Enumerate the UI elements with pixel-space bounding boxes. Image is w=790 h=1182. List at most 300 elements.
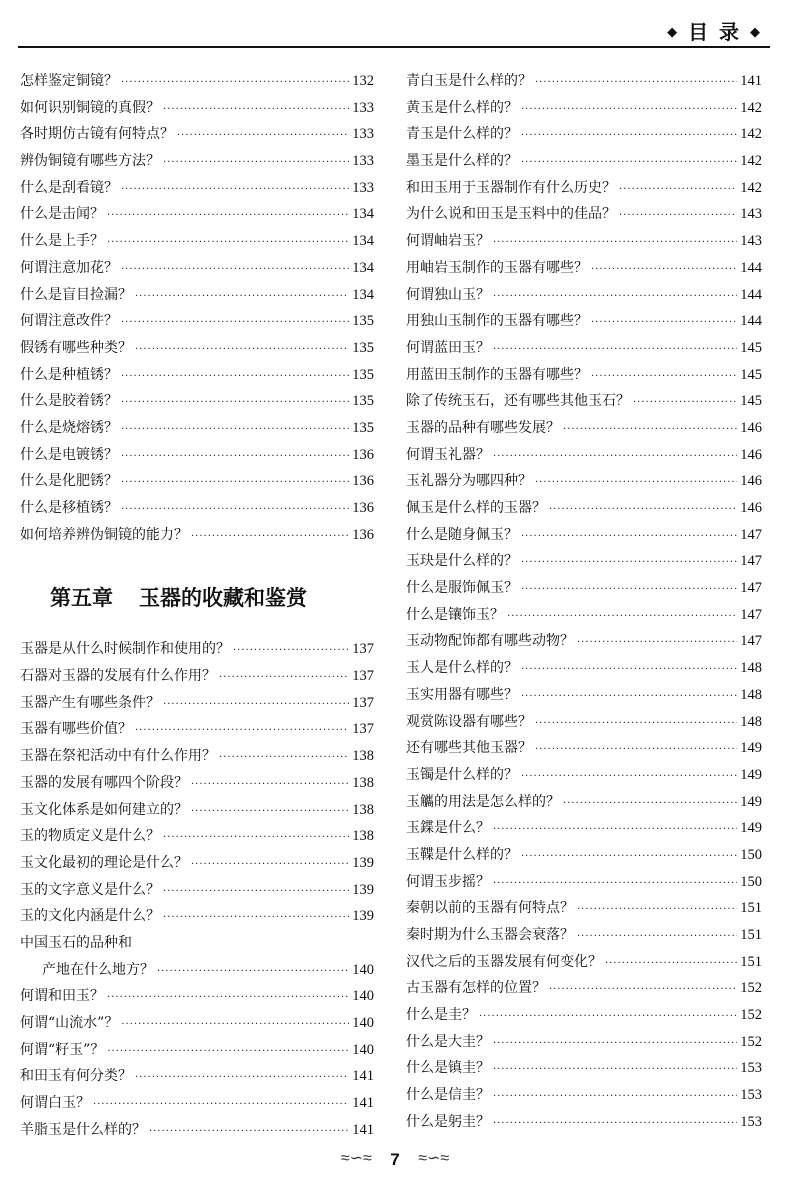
toc-entry-title: 什么是圭？ xyxy=(406,1007,476,1024)
dot-leader xyxy=(121,451,349,462)
toc-entry-page: 139 xyxy=(352,854,374,871)
toc-entry-page: 133 xyxy=(352,99,374,116)
toc-entry-title: 何谓蓝田玉？ xyxy=(406,339,490,356)
toc-entry xyxy=(20,444,374,471)
toc-entry-title: 何谓注意加花？ xyxy=(20,259,118,276)
toc-entry xyxy=(406,70,762,97)
toc-entry-page: 147 xyxy=(740,606,762,623)
toc-left-column xyxy=(20,70,374,1145)
dot-leader xyxy=(107,992,349,1003)
toc-entry xyxy=(406,417,762,444)
toc-entry-title: 玉镯是什么样的？ xyxy=(406,766,518,783)
dot-leader xyxy=(605,958,737,969)
toc-entry xyxy=(20,692,374,719)
dot-leader xyxy=(493,291,737,302)
dot-leader xyxy=(219,752,349,763)
toc-entry xyxy=(20,1119,374,1146)
dot-leader xyxy=(619,210,737,221)
toc-entry-page: 147 xyxy=(740,553,762,570)
toc-entry xyxy=(406,871,762,898)
toc-entry xyxy=(406,390,762,417)
toc-entry xyxy=(406,123,762,150)
dot-leader xyxy=(493,451,737,462)
toc-entry-page: 134 xyxy=(352,259,374,276)
toc-entry-title: 何谓“山流水”？ xyxy=(20,1015,119,1031)
toc-entry-page: 151 xyxy=(740,927,762,943)
dot-leader xyxy=(591,264,737,275)
toc-entry xyxy=(20,284,374,311)
header-title-text: 目 录 xyxy=(688,20,742,44)
toc-entry-title: 玉实用器有哪些？ xyxy=(406,686,518,703)
toc-entry-page: 132 xyxy=(352,73,374,89)
dot-leader xyxy=(163,699,349,710)
toc-entry xyxy=(20,337,374,364)
toc-entry-page: 143 xyxy=(740,233,762,250)
dot-leader xyxy=(493,237,737,248)
toc-entry xyxy=(406,977,762,1004)
dot-leader xyxy=(121,504,349,515)
toc-entry-page: 146 xyxy=(740,473,762,490)
toc-entry-title: 中国玉石的品种和 xyxy=(20,934,132,951)
toc-entry-title: 如何培养辨伪铜镜的能力？ xyxy=(20,526,188,543)
toc-entry-title: 汉代之后的玉器发展有何变化？ xyxy=(406,953,602,970)
toc-entry-page: 147 xyxy=(740,526,762,543)
toc-entry xyxy=(20,905,374,932)
toc-entry-title: 用岫岩玉制作的玉器有哪些？ xyxy=(406,259,588,276)
toc-entry-page: 136 xyxy=(352,473,374,490)
toc-entry-page: 136 xyxy=(352,446,374,463)
toc-entry-title: 产地在什么地方？ xyxy=(42,961,154,978)
toc-entry-title: 何谓注意改件？ xyxy=(20,313,118,330)
dot-leader xyxy=(163,157,349,168)
toc-entry-title: 什么是镶饰玉？ xyxy=(406,606,504,623)
toc-entry-title: 玉器的发展有哪四个阶段？ xyxy=(20,774,188,791)
toc-entry xyxy=(406,257,762,284)
toc-entry-title: 观赏陈设器有哪些？ xyxy=(406,713,532,730)
toc-entry-title: 何谓玉礼器？ xyxy=(406,446,490,463)
toc-entry-title: 什么是化肥锈？ xyxy=(20,473,118,490)
toc-entry-page: 133 xyxy=(352,179,374,196)
dot-leader xyxy=(549,504,737,515)
toc-entry-title: 青白玉是什么样的？ xyxy=(406,73,532,89)
toc-entry-title: 各时期仿古镜有何特点？ xyxy=(20,126,174,143)
toc-entry-title: 玉的物质定义是什么？ xyxy=(20,828,160,845)
toc-entry-page: 153 xyxy=(740,1060,762,1077)
toc-entry-title: 什么是胶着锈？ xyxy=(20,393,118,410)
dot-leader xyxy=(121,77,349,88)
toc-entry xyxy=(406,524,762,551)
toc-entry xyxy=(406,924,762,951)
toc-entry xyxy=(20,364,374,391)
toc-entry-page: 153 xyxy=(740,1087,762,1104)
toc-entry-title: 玉的文化内涵是什么？ xyxy=(20,908,160,925)
dot-leader xyxy=(619,184,737,195)
toc-entry-page: 140 xyxy=(352,988,374,1005)
toc-entry-page: 150 xyxy=(740,873,762,890)
dot-leader xyxy=(633,397,737,408)
dot-leader xyxy=(521,557,737,568)
toc-entry-title: 还有哪些其他玉器？ xyxy=(406,740,532,757)
toc-entry-title: 为什么说和田玉是玉料中的佳品？ xyxy=(406,206,616,223)
toc-entry xyxy=(406,1031,762,1058)
toc-section-jade xyxy=(20,638,374,1145)
toc-entry xyxy=(20,497,374,524)
dot-leader xyxy=(233,645,349,656)
toc-entry-page: 148 xyxy=(740,660,762,677)
toc-entry-title: 玉动物配饰都有哪些动物？ xyxy=(406,633,574,650)
toc-entry-title: 辨伪铜镜有哪些方法？ xyxy=(20,153,160,170)
toc-entry-page: 151 xyxy=(740,953,762,970)
toc-entry xyxy=(20,959,374,986)
toc-entry-page: 144 xyxy=(740,313,762,330)
toc-entry-page: 138 xyxy=(352,774,374,791)
toc-entry-page: 152 xyxy=(740,1033,762,1050)
toc-entry-title: 佩玉是什么样的玉器？ xyxy=(406,500,546,516)
toc-entry-title: 玉器在祭祀活动中有什么作用？ xyxy=(20,748,216,765)
dot-leader xyxy=(121,184,349,195)
dot-leader xyxy=(563,424,737,435)
toc-entry xyxy=(406,364,762,391)
toc-entry-page: 143 xyxy=(740,206,762,223)
toc-entry-page: 134 xyxy=(352,206,374,223)
dot-leader xyxy=(121,477,349,488)
dot-leader xyxy=(493,1118,737,1129)
dot-leader xyxy=(219,672,349,683)
toc-entry xyxy=(406,470,762,497)
toc-entry-title: 什么是击闻？ xyxy=(20,206,104,223)
page-footer xyxy=(0,1148,790,1174)
dot-leader xyxy=(163,104,349,115)
toc-entry-page: 148 xyxy=(740,686,762,703)
toc-entry-title: 玉文化最初的理论是什么？ xyxy=(20,854,188,871)
dot-leader xyxy=(493,1091,737,1102)
toc-entry-page: 137 xyxy=(352,721,374,738)
toc-entry xyxy=(20,1092,374,1119)
toc-entry-title: 玉文化体系是如何建立的？ xyxy=(20,801,188,818)
toc-entry-page: 133 xyxy=(352,126,374,143)
toc-entry-page: 142 xyxy=(740,126,762,143)
toc-entry-title: 秦朝以前的玉器有何特点？ xyxy=(406,900,574,917)
toc-entry xyxy=(20,310,374,337)
chapter-number: 第五章 xyxy=(50,586,113,611)
ornament-right-icon: ≈∽≈ xyxy=(418,1150,450,1167)
toc-entry xyxy=(20,879,374,906)
dot-leader xyxy=(549,984,737,995)
dot-leader xyxy=(107,210,349,221)
toc-entry-page: 135 xyxy=(352,313,374,330)
toc-entry xyxy=(20,524,374,551)
toc-entry-page: 150 xyxy=(740,846,762,863)
toc-entry-page: 134 xyxy=(352,233,374,250)
dot-leader xyxy=(191,806,349,817)
dot-leader xyxy=(521,157,737,168)
toc-entry xyxy=(406,577,762,604)
toc-entry-title: 石器对玉器的发展有什么作用？ xyxy=(20,668,216,685)
toc-entry xyxy=(20,203,374,230)
dot-leader xyxy=(577,931,737,942)
toc-entry-title: 什么是烧熔锈？ xyxy=(20,419,118,436)
toc-entry-title: 羊脂玉是什么样的？ xyxy=(20,1121,146,1138)
toc-entry-page: 147 xyxy=(740,633,762,650)
toc-entry xyxy=(406,550,762,577)
toc-entry-page: 142 xyxy=(740,179,762,196)
toc-entry xyxy=(406,337,762,364)
chapter-title: 玉器的收藏和鉴赏 xyxy=(139,586,307,611)
dot-leader xyxy=(191,531,349,542)
toc-entry-title: 什么是刮看镜？ xyxy=(20,179,118,196)
dot-leader xyxy=(121,371,349,382)
toc-entry-title: 青玉是什么样的？ xyxy=(406,126,518,143)
toc-entry-title: 和田玉用于玉器制作有什么历史？ xyxy=(406,179,616,196)
toc-entry-page: 135 xyxy=(352,339,374,356)
toc-entry-page: 140 xyxy=(352,1041,374,1058)
dot-leader xyxy=(591,317,737,328)
toc-entry-title: 何谓玉步摇？ xyxy=(406,873,490,890)
toc-entry xyxy=(20,70,374,97)
toc-entry-page: 139 xyxy=(352,881,374,898)
toc-entry xyxy=(20,1065,374,1092)
toc-entry-title: 玉器有哪些价值？ xyxy=(20,721,132,738)
toc-entry-title: 假锈有哪些种类？ xyxy=(20,339,132,356)
toc-entry-page: 140 xyxy=(352,961,374,978)
toc-entry xyxy=(20,177,374,204)
toc-entry-page: 140 xyxy=(352,1015,374,1031)
toc-entry-title: 什么是镇圭？ xyxy=(406,1060,490,1077)
toc-entry xyxy=(20,123,374,150)
toc-entry-title: 玉人是什么样的？ xyxy=(406,660,518,677)
toc-entry xyxy=(406,951,762,978)
chapter-heading xyxy=(20,550,374,638)
toc-entry xyxy=(406,203,762,230)
dot-leader xyxy=(163,832,349,843)
toc-entry xyxy=(406,177,762,204)
toc-entry xyxy=(20,390,374,417)
toc-entry xyxy=(20,665,374,692)
dot-leader xyxy=(521,104,737,115)
dot-leader xyxy=(107,1046,349,1057)
toc-entry-title: 黄玉是什么样的？ xyxy=(406,99,518,116)
toc-entry xyxy=(20,825,374,852)
dot-leader xyxy=(191,859,349,870)
dot-leader xyxy=(121,264,349,275)
dot-leader xyxy=(107,237,349,248)
dot-leader xyxy=(535,744,737,755)
dot-leader xyxy=(479,1011,737,1022)
toc-entry-page: 149 xyxy=(740,793,762,810)
toc-entry xyxy=(406,1111,762,1138)
toc-entry xyxy=(406,684,762,711)
dot-leader xyxy=(577,637,737,648)
toc-entry-page: 141 xyxy=(352,1095,374,1112)
toc-entry-page: 136 xyxy=(352,526,374,543)
toc-entry-title: 古玉器有怎样的位置？ xyxy=(406,980,546,997)
toc-entry-page: 133 xyxy=(352,153,374,170)
toc-entry xyxy=(406,630,762,657)
toc-entry xyxy=(406,657,762,684)
toc-entry-page: 136 xyxy=(352,500,374,516)
toc-entry-title: 何谓岫岩玉？ xyxy=(406,233,490,250)
page-header xyxy=(18,14,770,48)
toc-entry-title: 如何识别铜镜的真假？ xyxy=(20,99,160,116)
toc-entry xyxy=(406,737,762,764)
toc-entry xyxy=(406,97,762,124)
toc-entry xyxy=(20,718,374,745)
ornament-left-icon: ≈∽≈ xyxy=(340,1150,372,1167)
dot-leader xyxy=(135,291,349,302)
toc-entry-title: 何谓和田玉？ xyxy=(20,988,104,1005)
page-number: 7 xyxy=(390,1150,400,1169)
dot-leader xyxy=(521,771,737,782)
toc-entry-page: 145 xyxy=(740,393,762,410)
dot-leader xyxy=(493,344,737,355)
dot-leader xyxy=(563,798,737,809)
diamond-icon: ◆ xyxy=(667,25,680,40)
toc-entry xyxy=(406,791,762,818)
toc-entry xyxy=(20,985,374,1012)
toc-entry xyxy=(406,1084,762,1111)
toc-entry-page: 141 xyxy=(352,1121,374,1138)
toc-entry-title: 玉鞢是什么样的？ xyxy=(406,846,518,863)
toc-entry-page: 145 xyxy=(740,339,762,356)
toc-entry xyxy=(406,817,762,844)
toc-entry-page: 149 xyxy=(740,766,762,783)
toc-entry xyxy=(406,897,762,924)
toc-entry-page: 137 xyxy=(352,694,374,711)
toc-entry-title: 什么是种植锈？ xyxy=(20,366,118,383)
toc-entry xyxy=(406,497,762,524)
dot-leader xyxy=(121,1019,349,1030)
dot-leader xyxy=(535,718,737,729)
toc-entry-page: 152 xyxy=(740,1007,762,1024)
dot-leader xyxy=(149,1126,349,1137)
dot-leader xyxy=(521,531,737,542)
toc-entry xyxy=(20,852,374,879)
toc-entry xyxy=(406,1004,762,1031)
dot-leader xyxy=(157,966,349,977)
toc-section-jade-continued xyxy=(406,70,762,1138)
toc-entry-title: 什么是随身佩玉？ xyxy=(406,526,518,543)
dot-leader xyxy=(521,584,737,595)
dot-leader xyxy=(121,424,349,435)
toc-entry-page: 144 xyxy=(740,259,762,276)
dot-leader xyxy=(135,725,349,736)
toc-entry-title: 玉玦是什么样的？ xyxy=(406,553,518,570)
dot-leader xyxy=(135,1072,349,1083)
toc-entry-title: 什么是大圭？ xyxy=(406,1033,490,1050)
dot-leader xyxy=(493,878,737,889)
toc-entry xyxy=(20,932,374,959)
toc-entry xyxy=(406,150,762,177)
toc-entry-page: 135 xyxy=(352,393,374,410)
toc-entry-title: 什么是躬圭？ xyxy=(406,1113,490,1130)
toc-entry-title: 何谓独山玉？ xyxy=(406,286,490,303)
toc-entry-title: 什么是电镀锈？ xyxy=(20,446,118,463)
dot-leader xyxy=(191,779,349,790)
toc-entry xyxy=(20,772,374,799)
diamond-icon: ◆ xyxy=(750,25,762,40)
toc-entry xyxy=(20,638,374,665)
dot-leader xyxy=(577,904,737,915)
dot-leader xyxy=(591,371,737,382)
toc-entry-title: 用蓝田玉制作的玉器有哪些？ xyxy=(406,366,588,383)
toc-entry xyxy=(406,1057,762,1084)
toc-entry xyxy=(20,745,374,772)
toc-entry-page: 135 xyxy=(352,366,374,383)
toc-entry-title: 秦时期为什么玉器会衰落？ xyxy=(406,927,574,943)
toc-entry-page: 152 xyxy=(740,980,762,997)
toc-entry-title: 玉器是从什么时候制作和使用的？ xyxy=(20,641,230,658)
toc-entry-title: 何谓“籽玉”？ xyxy=(20,1041,105,1058)
toc-entry-title: 什么是服饰佩玉？ xyxy=(406,580,518,597)
toc-entry-title: 玉礼器分为哪四种？ xyxy=(406,473,532,490)
dot-leader xyxy=(163,912,349,923)
toc-entry xyxy=(406,604,762,631)
toc-entry-page: 146 xyxy=(740,419,762,436)
toc-entry-page: 145 xyxy=(740,366,762,383)
toc-entry-title: 什么是移植锈？ xyxy=(20,500,118,516)
toc-entry xyxy=(20,1012,374,1039)
toc-entry-page: 146 xyxy=(740,446,762,463)
toc-entry-page: 153 xyxy=(740,1113,762,1130)
toc-entry-page: 146 xyxy=(740,500,762,516)
toc-entry-title: 玉的文字意义是什么？ xyxy=(20,881,160,898)
toc-entry-page: 138 xyxy=(352,828,374,845)
toc-entry-title: 玉鍱是什么？ xyxy=(406,820,490,837)
dot-leader xyxy=(521,851,737,862)
toc-entry xyxy=(20,417,374,444)
toc-entry-page: 138 xyxy=(352,748,374,765)
toc-entry-title: 和田玉有何分类？ xyxy=(20,1068,132,1085)
toc-entry xyxy=(20,470,374,497)
toc-entry-page: 135 xyxy=(352,419,374,436)
dot-leader xyxy=(507,611,737,622)
toc-entry-page: 138 xyxy=(352,801,374,818)
toc-entry xyxy=(20,257,374,284)
toc-entry-page: 142 xyxy=(740,153,762,170)
toc-entry-page: 139 xyxy=(352,908,374,925)
toc-entry-page: 142 xyxy=(740,99,762,116)
toc-entry xyxy=(406,844,762,871)
toc-entry-title: 什么是盲目捡漏？ xyxy=(20,286,132,303)
toc-entry-page: 141 xyxy=(740,73,762,89)
toc-entry-title: 用独山玉制作的玉器有哪些？ xyxy=(406,313,588,330)
dot-leader xyxy=(177,130,349,141)
toc-section-bronze-mirrors xyxy=(20,70,374,550)
toc-entry xyxy=(20,150,374,177)
dot-leader xyxy=(135,344,349,355)
toc-entry-page: 137 xyxy=(352,668,374,685)
toc-entry-page: 134 xyxy=(352,286,374,303)
toc-entry-page: 141 xyxy=(352,1068,374,1085)
dot-leader xyxy=(493,1038,737,1049)
toc-right-column xyxy=(406,70,762,1138)
toc-entry-title: 玉器的品种有哪些发展？ xyxy=(406,419,560,436)
toc-entry-title: 玉器产生有哪些条件？ xyxy=(20,694,160,711)
toc-entry xyxy=(20,799,374,826)
dot-leader xyxy=(121,317,349,328)
dot-leader xyxy=(535,77,737,88)
dot-leader xyxy=(493,1064,737,1075)
toc-entry-page: 144 xyxy=(740,286,762,303)
toc-entry xyxy=(406,284,762,311)
toc-entry-title: 怎样鉴定铜镜？ xyxy=(20,73,118,89)
dot-leader xyxy=(163,886,349,897)
toc-entry-page: 148 xyxy=(740,713,762,730)
dot-leader xyxy=(535,477,737,488)
toc-entry-page: 151 xyxy=(740,900,762,917)
dot-leader xyxy=(493,824,737,835)
dot-leader xyxy=(93,1099,349,1110)
